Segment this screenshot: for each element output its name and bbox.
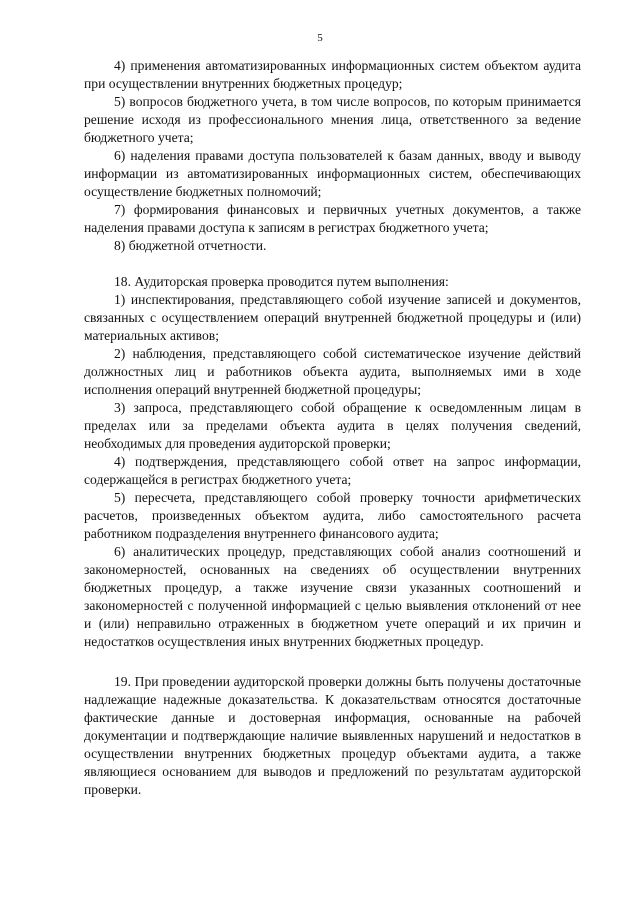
list-item-8: 8) бюджетной отчетности. [114,238,267,253]
section-18-item-5: 5) пересчета, представляющего собой проверку точности арифметических расчетов, произведенных объектом аудита, либо самостоятельного расчета работником подразделения внутреннего финансового аудита; [84,490,581,541]
section-18-item-4: 4) подтверждения, представляющего собой ответ на запрос информации, содержащейся в регистрах бюджетного учета; [84,454,581,487]
section-18-item-6: 6) аналитических процедур, представляющих собой анализ соотношений и закономерностей, основанных на сведениях об осуществлении внутренних бюджетных процедур, а также изучение связи указанных соотношений и закономерностей с полученной информацией с целью выявления отклонений от нее и (или) неправильно отраженных в бюджетном учете операций и их причин и недостатков осуществления иных внутренних бюджетных процедур. [84,544,581,649]
spacer [84,651,581,673]
section-19-paragraph: 19. При проведении аудиторской проверки должны быть получены достаточные надлежащие надежные доказательства. К доказательствам относятся достаточные фактические данные и достоверная информация, основанные на рабочей документации и подтверждающие наличие выявленных нарушений и недостатков в осуществлении внутренних бюджетных процедур объектами аудита, а также являющиеся основанием для выводов и предложений по результатам аудиторской проверки. [84,674,581,797]
list-item-7: 7) формирования финансовых и первичных учетных документов, а также наделения правами доступа к записям в регистрах бюджетного учета; [84,202,581,235]
section-18-item-2: 2) наблюдения, представляющего собой систематическое изучение действий должностных лиц и работников объекта аудита, выполняемых ими в ходе исполнения операций внутренней бюджетной процедуры; [84,346,581,397]
list-item-6: 6) наделения правами доступа пользователей к базам данных, вводу и выводу информации из автоматизированных информационных систем, обеспечивающих осуществление бюджетных полномочий; [84,148,581,199]
document-body [84,57,581,799]
list-item-4: 4) применения автоматизированных информационных систем объектом аудита при осуществлении внутренних бюджетных процедур; [84,58,581,91]
section-18-intro: 18. Аудиторская проверка проводится путем выполнения: [114,274,449,289]
page-number: 5 [317,32,323,44]
section-18-item-3: 3) запроса, представляющего собой обращение к осведомленным лицам в пределах или за пределами объекта аудита в целях получения сведений, необходимых для проведения аудиторской проверки; [84,400,581,451]
section-18-item-1: 1) инспектирования, представляющего собой изучение записей и документов, связанных с осуществлением операций внутренней бюджетной процедуры и (или) материальных активов; [84,292,581,343]
spacer [84,255,581,273]
list-item-5: 5) вопросов бюджетного учета, в том числе вопросов, по которым принимается решение исходя из профессионального мнения лица, ответственного за ведение бюджетного учета; [84,94,581,145]
